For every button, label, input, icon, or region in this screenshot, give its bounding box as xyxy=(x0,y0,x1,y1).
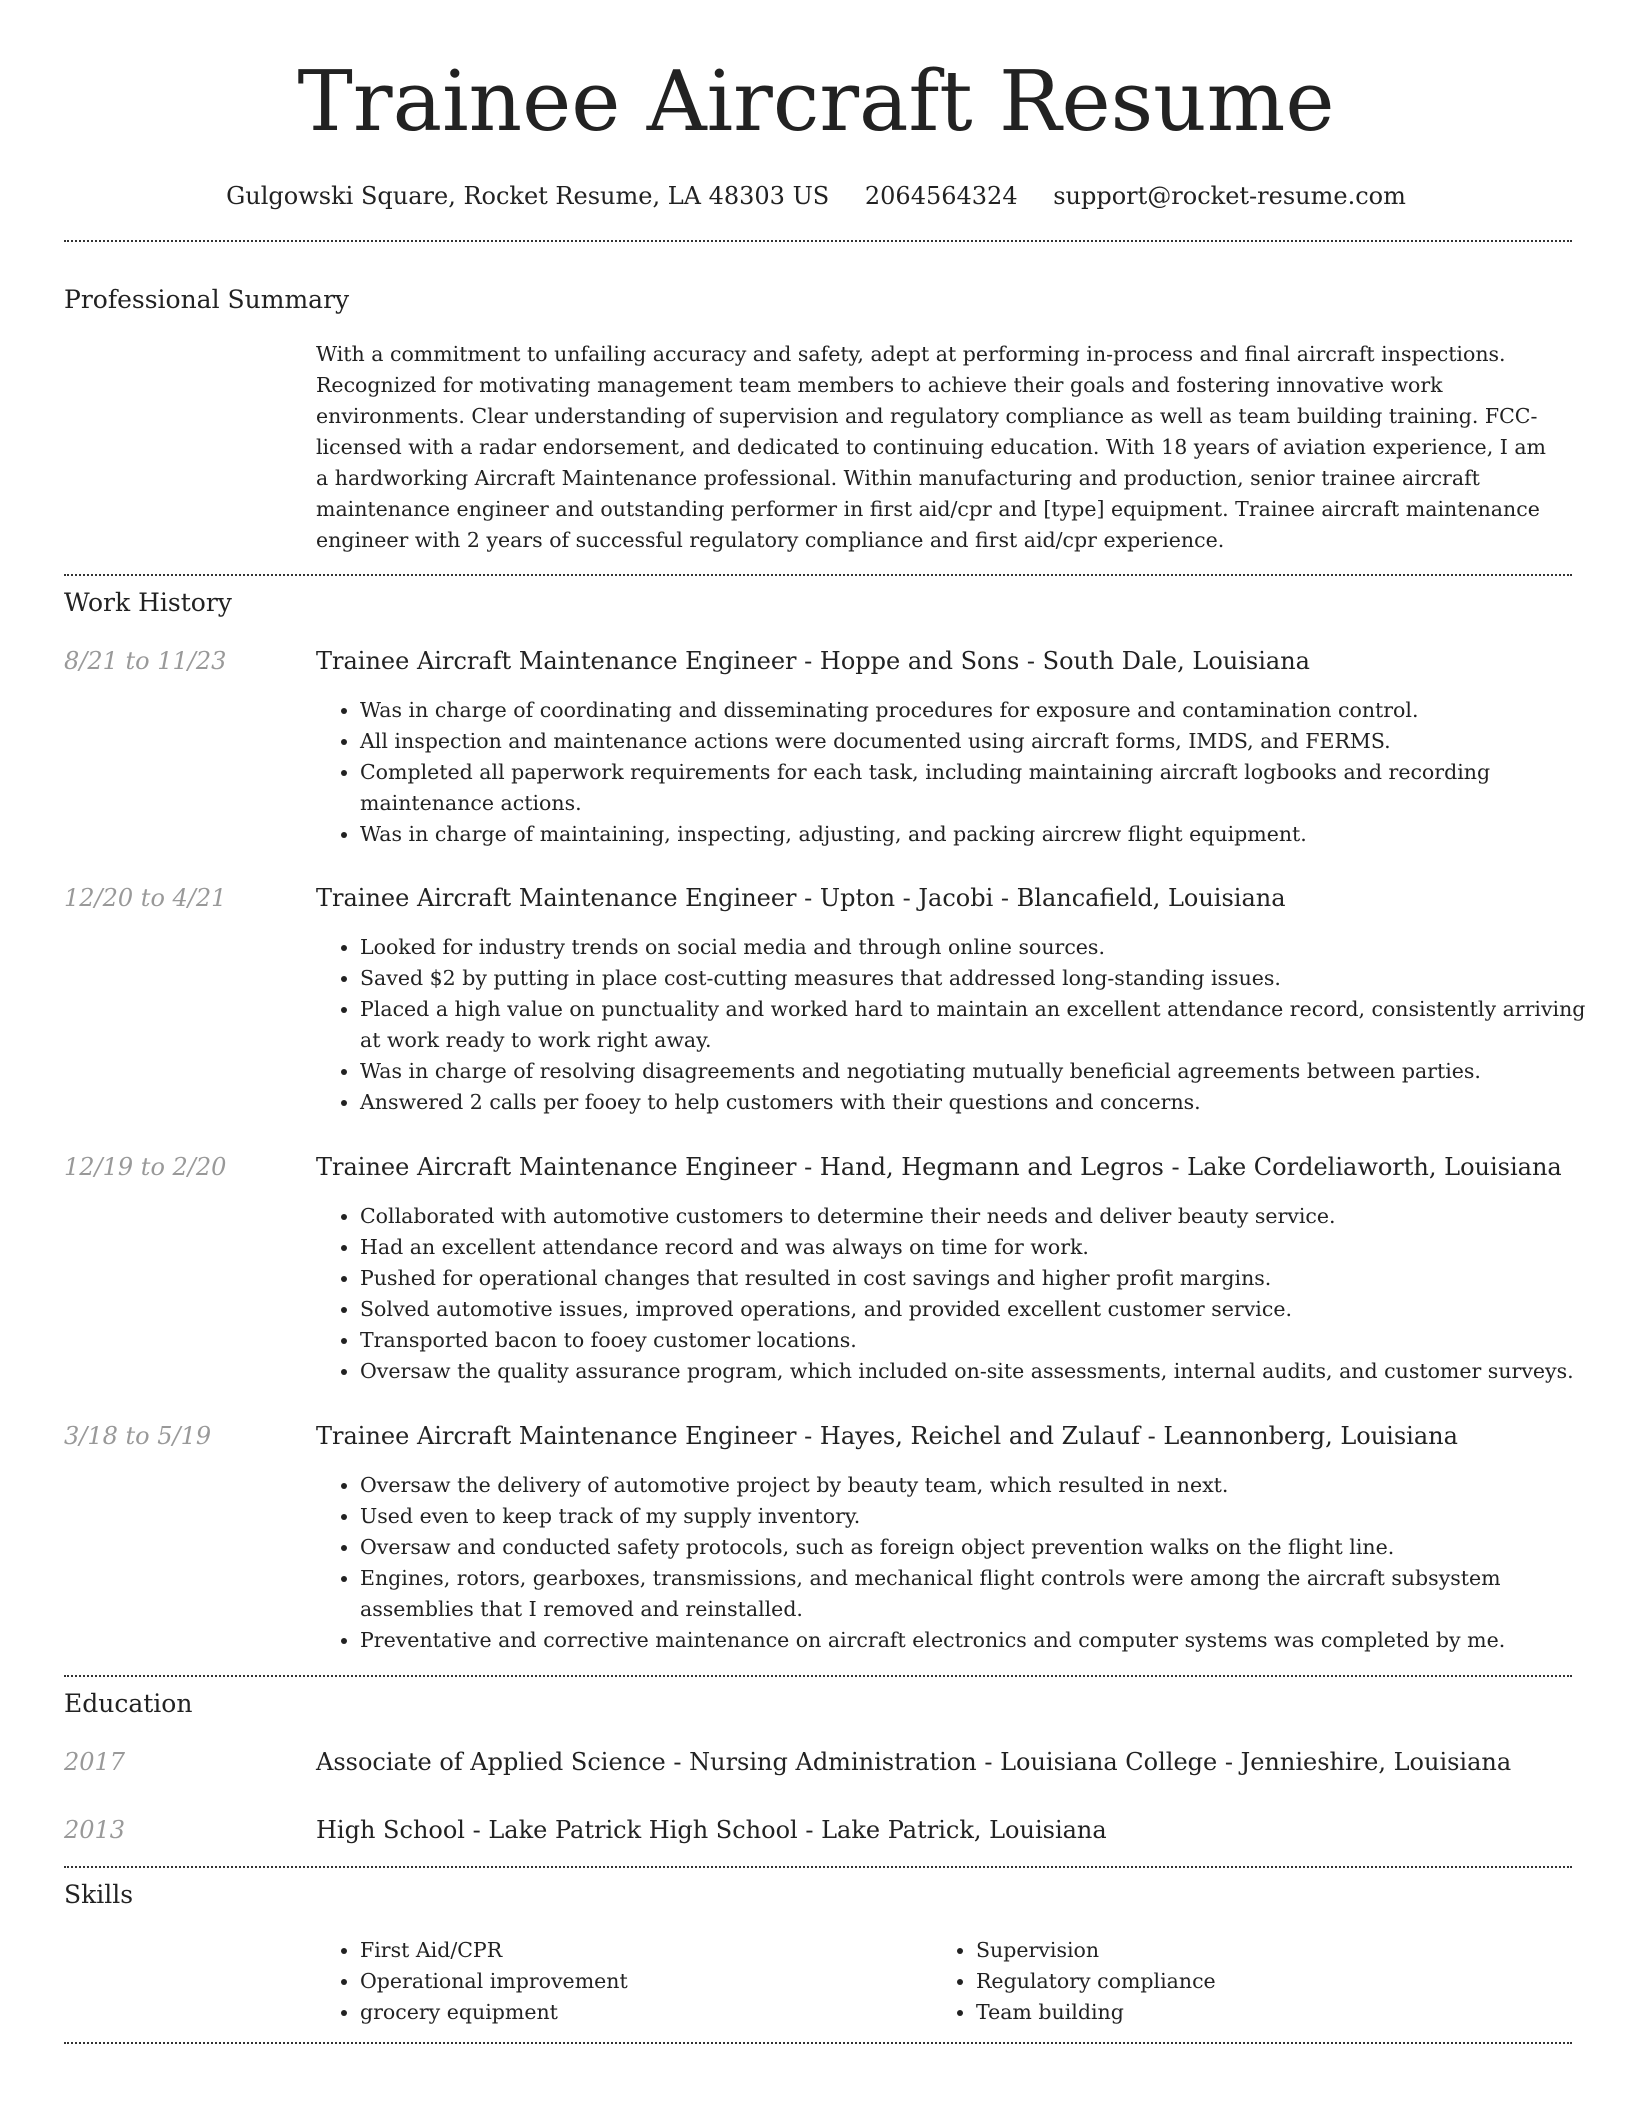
list-item: • Solved automotive issues, improved operations, and provided excellent customer service. xyxy=(360,1294,1600,1325)
list-item: • Answered 2 calls per fooey to help customers with their questions and concerns. xyxy=(360,1087,1600,1118)
list-item: • Transported bacon to fooey customer locations. xyxy=(360,1325,1600,1356)
divider xyxy=(64,2042,1572,2044)
list-item: • Oversaw the delivery of automotive project by beauty team, which resulted in next. xyxy=(360,1470,1600,1501)
education-title: Associate of Applied Science - Nursing Administration - Louisiana College - Jennieshire, Louisiana xyxy=(316,1748,1512,1776)
list-item: • All inspection and maintenance actions were documented using aircraft forms, IMDS, and FERMS. xyxy=(360,726,1600,757)
skills-list-right xyxy=(932,1935,1536,2028)
divider xyxy=(64,1866,1572,1868)
job-dates: 8/21 to 11/23 xyxy=(64,647,227,675)
job-bullets xyxy=(316,695,1600,850)
job-dates: 3/18 to 5/19 xyxy=(64,1422,212,1450)
education-year: 2013 xyxy=(64,1816,126,1844)
skill-item: • Team building xyxy=(976,1997,1536,2028)
list-item: • Collaborated with automotive customers to determine their needs and deliver beauty service. xyxy=(360,1201,1600,1232)
contact-line xyxy=(0,180,1632,212)
divider xyxy=(64,574,1572,576)
contact-address: Gulgowski Square, Rocket Resume, LA 48303 US xyxy=(226,182,830,210)
education-title: High School - Lake Patrick High School - Lake Patrick, Louisiana xyxy=(316,1816,1107,1844)
job-dates: 12/20 to 4/21 xyxy=(64,884,227,912)
skills-list-left xyxy=(316,1935,920,2028)
resume-title: Trainee Aircraft Resume xyxy=(297,53,1335,150)
job-bullets xyxy=(316,932,1600,1118)
section-title-education: Education xyxy=(64,1689,193,1718)
list-item: • Had an excellent attendance record and was always on time for work. xyxy=(360,1232,1600,1263)
list-item: • Used even to keep track of my supply inventory. xyxy=(360,1501,1600,1532)
contact-phone: 2064564324 xyxy=(864,182,1018,210)
list-item: • Was in charge of maintaining, inspecting, adjusting, and packing aircrew flight equipment. xyxy=(360,819,1600,850)
skill-item: • Operational improvement xyxy=(360,1966,920,1997)
list-item: • Was in charge of resolving disagreements and negotiating mutually beneficial agreements between parties. xyxy=(360,1056,1600,1087)
job-title: Trainee Aircraft Maintenance Engineer - Upton - Jacobi - Blancafield, Louisiana xyxy=(316,884,1286,912)
list-item: • Oversaw the quality assurance program, which included on-site assessments, internal audits, and customer surveys. xyxy=(360,1356,1600,1387)
skill-item: • Regulatory compliance xyxy=(976,1966,1536,1997)
list-item: • Pushed for operational changes that resulted in cost savings and higher profit margins. xyxy=(360,1263,1600,1294)
section-title-work-history: Work History xyxy=(64,588,232,617)
divider xyxy=(64,1675,1572,1677)
job-bullets xyxy=(316,1470,1600,1656)
job-bullets xyxy=(316,1201,1600,1387)
list-item: • Oversaw and conducted safety protocols, such as foreign object prevention walks on the flight line. xyxy=(360,1532,1600,1563)
skill-item: • grocery equipment xyxy=(360,1997,920,2028)
list-item: • Was in charge of coordinating and disseminating procedures for exposure and contamination control. xyxy=(360,695,1600,726)
list-item: • Saved $2 by putting in place cost-cutting measures that addressed long-standing issues. xyxy=(360,963,1600,994)
job-title: Trainee Aircraft Maintenance Engineer - Hayes, Reichel and Zulauf - Leannonberg, Louisiana xyxy=(316,1422,1458,1450)
skill-item: • First Aid/CPR xyxy=(360,1935,920,1966)
divider xyxy=(64,240,1572,242)
list-item: • Preventative and corrective maintenance on aircraft electronics and computer systems was completed by me. xyxy=(360,1625,1600,1656)
job-title: Trainee Aircraft Maintenance Engineer - Hand, Hegmann and Legros - Lake Cordeliaworth, Louisiana xyxy=(316,1153,1562,1181)
job-title: Trainee Aircraft Maintenance Engineer - Hoppe and Sons - South Dale, Louisiana xyxy=(316,647,1310,675)
job-dates: 12/19 to 2/20 xyxy=(64,1153,227,1181)
list-item: • Completed all paperwork requirements for each task, including maintaining aircraft logbooks and recording maintenance actions. xyxy=(360,757,1600,819)
skill-item: • Supervision xyxy=(976,1935,1536,1966)
education-year: 2017 xyxy=(64,1748,126,1776)
summary-text: With a commitment to unfailing accuracy and safety, adept at performing in-process and final aircraft inspections. Recognized for motivating management team members to achieve their goals and fostering innovative work environments. Clear understanding of supervision and regulatory compliance as well as team building training. FCC-licensed with a radar endorsement, and dedicated to continuing education. With 18 years of aviation experience, I am a hardworking Aircraft Maintenance professional. Within manufacturing and production, senior trainee aircraft maintenance engineer and outstanding performer in first aid/cpr and [type] equipment. Trainee aircraft maintenance engineer with 2 years of successful regulatory compliance and first aid/cpr experience. xyxy=(316,342,1546,552)
list-item: • Engines, rotors, gearboxes, transmissions, and mechanical flight controls were among the aircraft subsystem assemblies that I removed and reinstalled. xyxy=(360,1563,1600,1625)
list-item: • Placed a high value on punctuality and worked hard to maintain an excellent attendance record, consistently arriving at work ready to work right away. xyxy=(360,994,1600,1056)
contact-email: support@rocket-resume.com xyxy=(1053,182,1406,210)
list-item: • Looked for industry trends on social media and through online sources. xyxy=(360,932,1600,963)
section-title-skills: Skills xyxy=(64,1880,134,1909)
section-title-summary: Professional Summary xyxy=(64,285,350,314)
